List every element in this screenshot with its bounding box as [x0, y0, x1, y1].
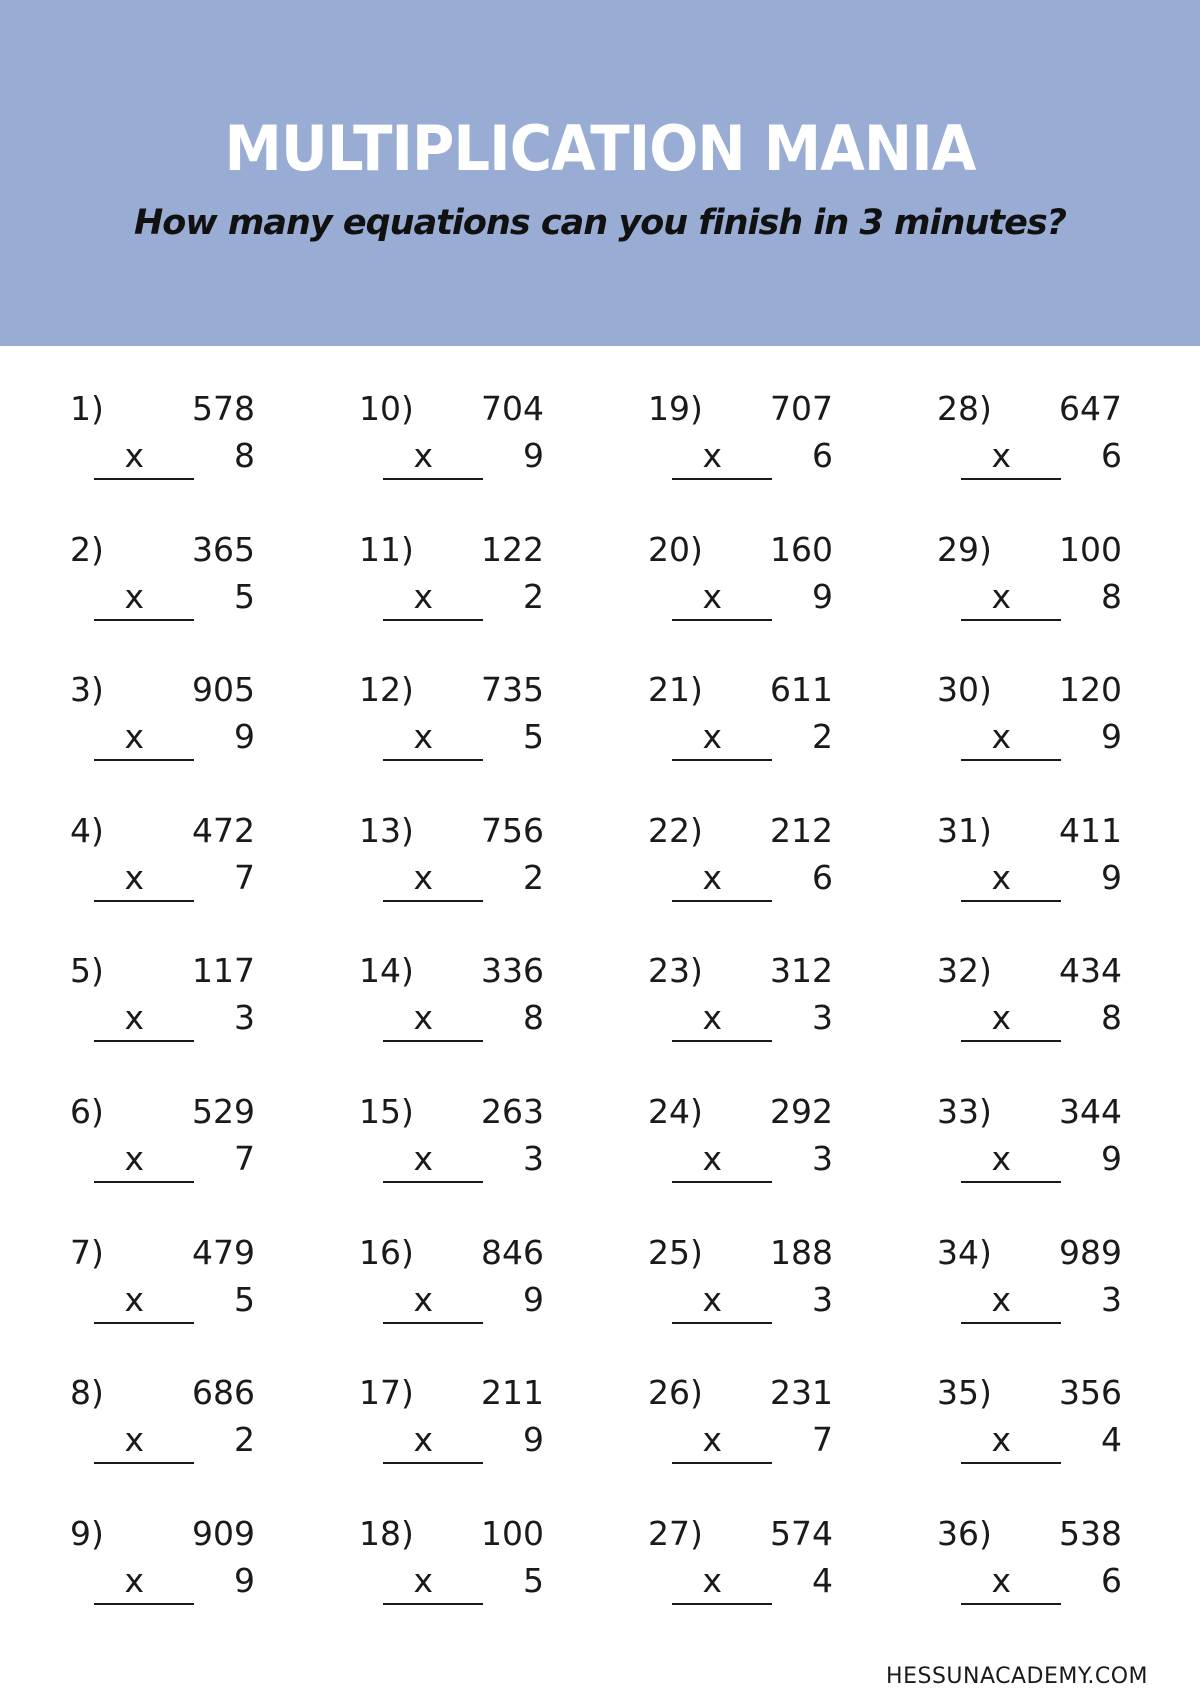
times-sign: x	[991, 717, 1011, 756]
problem-top-value: 479	[192, 1233, 255, 1272]
problem-top-value: 411	[1059, 811, 1122, 850]
answer-line	[383, 759, 483, 761]
problem-item	[937, 1092, 1137, 1195]
problem-item	[937, 1373, 1137, 1476]
problem-multiplier: 5	[523, 717, 544, 756]
problem-number: 23)	[648, 951, 703, 990]
answer-line	[961, 1181, 1061, 1183]
times-sign: x	[124, 577, 144, 616]
answer-line	[94, 1322, 194, 1324]
problem-top-value: 122	[481, 530, 544, 569]
times-sign: x	[124, 436, 144, 475]
problem-top-value: 160	[770, 530, 833, 569]
problem-multiplier: 2	[523, 577, 544, 616]
problem-top-value: 538	[1059, 1514, 1122, 1553]
problem-item	[70, 389, 270, 492]
problem-top-value: 292	[770, 1092, 833, 1131]
problem-number: 17)	[359, 1373, 414, 1412]
problem-multiplier: 6	[1101, 1561, 1122, 1600]
problem-item	[70, 1233, 270, 1336]
problem-multiplier: 3	[812, 1139, 833, 1178]
problem-multiplier: 7	[234, 858, 255, 897]
answer-line	[94, 619, 194, 621]
problem-item	[359, 1514, 559, 1617]
problem-top-value: 312	[770, 951, 833, 990]
problem-multiplier: 9	[812, 577, 833, 616]
times-sign: x	[702, 998, 722, 1037]
problem-multiplier: 4	[1101, 1420, 1122, 1459]
problem-number: 20)	[648, 530, 703, 569]
times-sign: x	[413, 858, 433, 897]
problem-item	[648, 1233, 848, 1336]
problem-top-value: 846	[481, 1233, 544, 1272]
answer-line	[961, 1322, 1061, 1324]
problem-item	[359, 811, 559, 914]
problem-top-value: 211	[481, 1373, 544, 1412]
problem-multiplier: 3	[812, 1280, 833, 1319]
problem-multiplier: 7	[234, 1139, 255, 1178]
answer-line	[672, 1603, 772, 1605]
problem-top-value: 120	[1059, 670, 1122, 709]
problem-number: 18)	[359, 1514, 414, 1553]
answer-line	[94, 1181, 194, 1183]
problem-multiplier: 5	[234, 1280, 255, 1319]
answer-line	[383, 478, 483, 480]
problem-item	[70, 951, 270, 1054]
problem-number: 19)	[648, 389, 703, 428]
page-subtitle: How many equations can you finish in 3 minutes?	[134, 203, 1066, 243]
problem-number: 35)	[937, 1373, 992, 1412]
problem-top-value: 578	[192, 389, 255, 428]
problem-item	[359, 1092, 559, 1195]
times-sign: x	[124, 1139, 144, 1178]
problem-number: 8)	[70, 1373, 104, 1412]
problem-multiplier: 9	[234, 717, 255, 756]
answer-line	[672, 759, 772, 761]
answer-line	[383, 1322, 483, 1324]
problem-multiplier: 2	[234, 1420, 255, 1459]
problem-number: 4)	[70, 811, 104, 850]
problem-top-value: 100	[481, 1514, 544, 1553]
problem-number: 33)	[937, 1092, 992, 1131]
problem-number: 13)	[359, 811, 414, 850]
problem-multiplier: 4	[812, 1561, 833, 1600]
problem-item	[359, 530, 559, 633]
answer-line	[672, 900, 772, 902]
answer-line	[961, 1462, 1061, 1464]
problem-item	[937, 811, 1137, 914]
problem-item	[648, 389, 848, 492]
problem-multiplier: 6	[812, 436, 833, 475]
times-sign: x	[702, 577, 722, 616]
problem-number: 21)	[648, 670, 703, 709]
times-sign: x	[413, 717, 433, 756]
problem-multiplier: 3	[1101, 1280, 1122, 1319]
times-sign: x	[702, 1420, 722, 1459]
times-sign: x	[124, 1420, 144, 1459]
problem-top-value: 434	[1059, 951, 1122, 990]
problem-multiplier: 9	[1101, 858, 1122, 897]
problem-top-value: 188	[770, 1233, 833, 1272]
problem-top-value: 909	[192, 1514, 255, 1553]
problem-multiplier: 9	[234, 1561, 255, 1600]
problem-multiplier: 5	[523, 1561, 544, 1600]
problem-top-value: 647	[1059, 389, 1122, 428]
times-sign: x	[991, 998, 1011, 1037]
answer-line	[961, 1603, 1061, 1605]
problem-number: 9)	[70, 1514, 104, 1553]
problem-item	[648, 1373, 848, 1476]
times-sign: x	[991, 436, 1011, 475]
problem-item	[70, 670, 270, 773]
times-sign: x	[702, 1139, 722, 1178]
problem-item	[648, 811, 848, 914]
problem-multiplier: 9	[523, 1280, 544, 1319]
problem-item	[648, 530, 848, 633]
problem-top-value: 574	[770, 1514, 833, 1553]
times-sign: x	[991, 1561, 1011, 1600]
answer-line	[94, 759, 194, 761]
problem-multiplier: 2	[812, 717, 833, 756]
times-sign: x	[124, 998, 144, 1037]
answer-line	[672, 1322, 772, 1324]
problem-item	[70, 1514, 270, 1617]
problem-number: 1)	[70, 389, 104, 428]
answer-line	[383, 1603, 483, 1605]
footer-website: HESSUNACADEMY.COM	[886, 1664, 1148, 1689]
problem-item	[937, 389, 1137, 492]
times-sign: x	[991, 577, 1011, 616]
problem-item	[359, 670, 559, 773]
problem-top-value: 212	[770, 811, 833, 850]
answer-line	[672, 1462, 772, 1464]
times-sign: x	[702, 436, 722, 475]
problem-number: 32)	[937, 951, 992, 990]
times-sign: x	[413, 1280, 433, 1319]
problem-top-value: 365	[192, 530, 255, 569]
problem-number: 30)	[937, 670, 992, 709]
problem-multiplier: 9	[523, 436, 544, 475]
problem-multiplier: 6	[812, 858, 833, 897]
problem-top-value: 707	[770, 389, 833, 428]
problem-number: 36)	[937, 1514, 992, 1553]
answer-line	[961, 478, 1061, 480]
problem-number: 2)	[70, 530, 104, 569]
problem-multiplier: 7	[812, 1420, 833, 1459]
problem-item	[648, 1514, 848, 1617]
answer-line	[672, 1181, 772, 1183]
problem-item	[937, 951, 1137, 1054]
page-title: MULTIPLICATION MANIA	[224, 112, 976, 185]
problem-item	[70, 1092, 270, 1195]
problem-item	[359, 1233, 559, 1336]
problem-multiplier: 8	[1101, 577, 1122, 616]
problem-top-value: 989	[1059, 1233, 1122, 1272]
times-sign: x	[413, 1561, 433, 1600]
problem-top-value: 117	[192, 951, 255, 990]
problem-number: 10)	[359, 389, 414, 428]
answer-line	[94, 1040, 194, 1042]
times-sign: x	[991, 1139, 1011, 1178]
problem-multiplier: 9	[1101, 717, 1122, 756]
problem-number: 26)	[648, 1373, 703, 1412]
problem-top-value: 100	[1059, 530, 1122, 569]
problem-multiplier: 6	[1101, 436, 1122, 475]
problem-item	[359, 1373, 559, 1476]
problem-top-value: 611	[770, 670, 833, 709]
answer-line	[94, 1603, 194, 1605]
answer-line	[94, 478, 194, 480]
problem-item	[648, 670, 848, 773]
times-sign: x	[124, 858, 144, 897]
times-sign: x	[702, 858, 722, 897]
problem-number: 7)	[70, 1233, 104, 1272]
problem-multiplier: 2	[523, 858, 544, 897]
problem-number: 6)	[70, 1092, 104, 1131]
answer-line	[383, 1462, 483, 1464]
times-sign: x	[413, 998, 433, 1037]
problem-multiplier: 8	[234, 436, 255, 475]
problem-multiplier: 8	[523, 998, 544, 1037]
problem-top-value: 905	[192, 670, 255, 709]
answer-line	[94, 1462, 194, 1464]
problem-item	[359, 951, 559, 1054]
problem-top-value: 344	[1059, 1092, 1122, 1131]
problem-top-value: 356	[1059, 1373, 1122, 1412]
problem-number: 28)	[937, 389, 992, 428]
problem-number: 15)	[359, 1092, 414, 1131]
problem-number: 5)	[70, 951, 104, 990]
problem-number: 31)	[937, 811, 992, 850]
times-sign: x	[413, 1420, 433, 1459]
answer-line	[383, 619, 483, 621]
problem-item	[937, 1514, 1137, 1617]
times-sign: x	[124, 1561, 144, 1600]
answer-line	[961, 759, 1061, 761]
problem-item	[70, 1373, 270, 1476]
problem-number: 34)	[937, 1233, 992, 1272]
problem-top-value: 472	[192, 811, 255, 850]
problem-number: 25)	[648, 1233, 703, 1272]
problem-item	[937, 670, 1137, 773]
answer-line	[94, 900, 194, 902]
times-sign: x	[702, 1561, 722, 1600]
problem-multiplier: 3	[523, 1139, 544, 1178]
problem-item	[359, 389, 559, 492]
problem-number: 16)	[359, 1233, 414, 1272]
problem-multiplier: 9	[523, 1420, 544, 1459]
problem-number: 11)	[359, 530, 414, 569]
times-sign: x	[413, 1139, 433, 1178]
problem-top-value: 231	[770, 1373, 833, 1412]
times-sign: x	[991, 858, 1011, 897]
problem-multiplier: 5	[234, 577, 255, 616]
problem-top-value: 704	[481, 389, 544, 428]
problem-item	[648, 951, 848, 1054]
problem-item	[937, 530, 1137, 633]
header-banner	[0, 0, 1200, 346]
problem-item	[70, 530, 270, 633]
problem-multiplier: 9	[1101, 1139, 1122, 1178]
problem-number: 29)	[937, 530, 992, 569]
problem-top-value: 529	[192, 1092, 255, 1131]
problem-number: 14)	[359, 951, 414, 990]
problem-top-value: 686	[192, 1373, 255, 1412]
problem-number: 3)	[70, 670, 104, 709]
problem-item	[70, 811, 270, 914]
answer-line	[672, 478, 772, 480]
times-sign: x	[124, 717, 144, 756]
times-sign: x	[991, 1280, 1011, 1319]
times-sign: x	[413, 577, 433, 616]
times-sign: x	[702, 717, 722, 756]
problem-number: 27)	[648, 1514, 703, 1553]
problem-number: 12)	[359, 670, 414, 709]
times-sign: x	[702, 1280, 722, 1319]
times-sign: x	[124, 1280, 144, 1319]
problem-multiplier: 3	[234, 998, 255, 1037]
answer-line	[961, 900, 1061, 902]
times-sign: x	[413, 436, 433, 475]
problem-top-value: 263	[481, 1092, 544, 1131]
problem-top-value: 756	[481, 811, 544, 850]
times-sign: x	[991, 1420, 1011, 1459]
problem-multiplier: 8	[1101, 998, 1122, 1037]
answer-line	[383, 1040, 483, 1042]
answer-line	[961, 1040, 1061, 1042]
problem-item	[648, 1092, 848, 1195]
answer-line	[672, 1040, 772, 1042]
problem-number: 22)	[648, 811, 703, 850]
answer-line	[383, 900, 483, 902]
problem-multiplier: 3	[812, 998, 833, 1037]
problem-number: 24)	[648, 1092, 703, 1131]
answer-line	[961, 619, 1061, 621]
answer-line	[672, 619, 772, 621]
problem-top-value: 336	[481, 951, 544, 990]
problem-top-value: 735	[481, 670, 544, 709]
answer-line	[383, 1181, 483, 1183]
problem-item	[937, 1233, 1137, 1336]
